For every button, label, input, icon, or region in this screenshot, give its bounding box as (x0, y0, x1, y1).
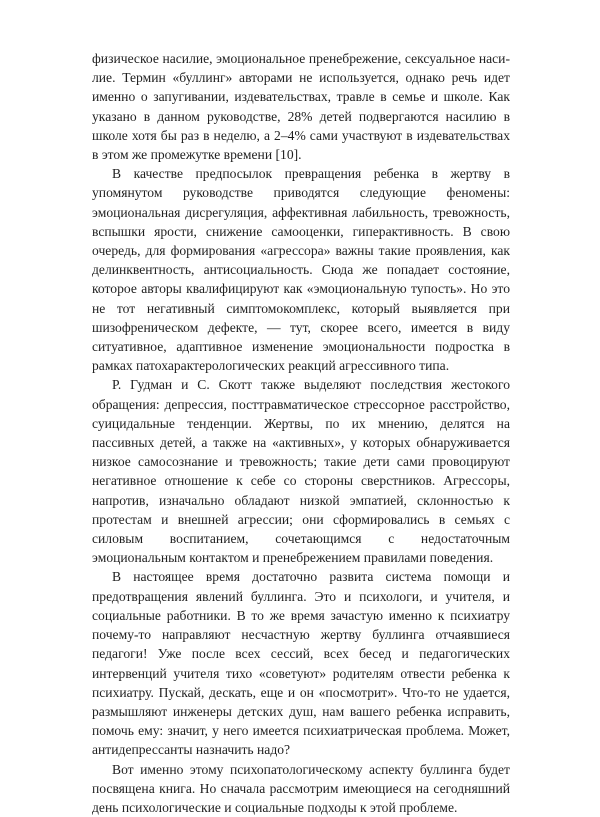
paragraph-2: В качестве предпосылок превращения ребенка в жертву в упомянутом руководстве приводятся следующие феномены: эмоциональная дисрегуляция, аффективная лабильность, тревожность, вспышки ярости, снижение самооценки, гиперактивность. В свою очередь, для формирования «агрессора» важны такие проявления, как делинквентность, антисоциальность. Сюда же попадает состояние, которое авторы квалифицируют как «эмоциональную тупость». Но это не тот негативный симптомокомплекс, который выявляется при шизофреническом дефекте, — тут, скорее всего, имеется в виду ситуативное, адаптивное изменение эмоциональности подростка в рамках патохарактерологических реакций агрессивного типа. (92, 166, 510, 374)
paragraph-1: физическое насилие, эмоциональное пренебрежение, сексуальное насилие. Термин «буллинг» авторами не используется, однако речь идет именно о запугивании, издевательствах, травле в семье и школе. Как указано в данном руководстве, 28% детей подвергаются насилию в школе хотя бы раз в неделю, а 2–4% сами участвуют в издевательствах в этом же промежутке времени [10]. (92, 51, 510, 163)
paragraph-5: Вот именно этому психопатологическому аспекту буллинга будет посвящена книга. Но сначала рассмотрим имеющиеся на сегодняшний день психологические и социальные подходы к этой проблеме. (92, 761, 510, 815)
page-body (92, 49, 510, 817)
paragraph-4: В настоящее время достаточно развита система помощи и предотвращения явлений буллинга. Это и психологи, и учителя, и социальные работники. В то же время зачастую именно к психиатру почему-то направляют несчастную жертву буллинга отчаявшиеся педагоги! Уже после всех сессий, всех бесед и педагогических интервенций учителя тихо «советуют» родителям отвести ребенка к психиатру. Пускай, дескать, еще и он «посмотрит». Что-то не удается, размышляют инженеры детских душ, нам вашего ребенка исправить, помочь ему: значит, у него имеется психиатрическая проблема. Может, антидепрессанты назначить надо? (92, 569, 510, 758)
paragraph-3: Р. Гудман и С. Скотт также выделяют последствия жестокого обращения: депрессия, посттравматическое стрессорное расстройство, суицидальные тенденции. Жертвы, по их мнению, делятся на пассивных детей, а также на «активных», у которых обнаруживается низкое самосознание и тревожность; такие дети сами провоцируют негативное отношение к себе со стороны сверстников. Агрессоры, напротив, изначально обладают низкой эмпатией, склонностью к протестам и внешней агрессии; они сформировались в семьях с силовым воспитанием, сочетающимся с недостаточным эмоциональным контактом и пренебрежением правилами поведения. (92, 377, 510, 566)
